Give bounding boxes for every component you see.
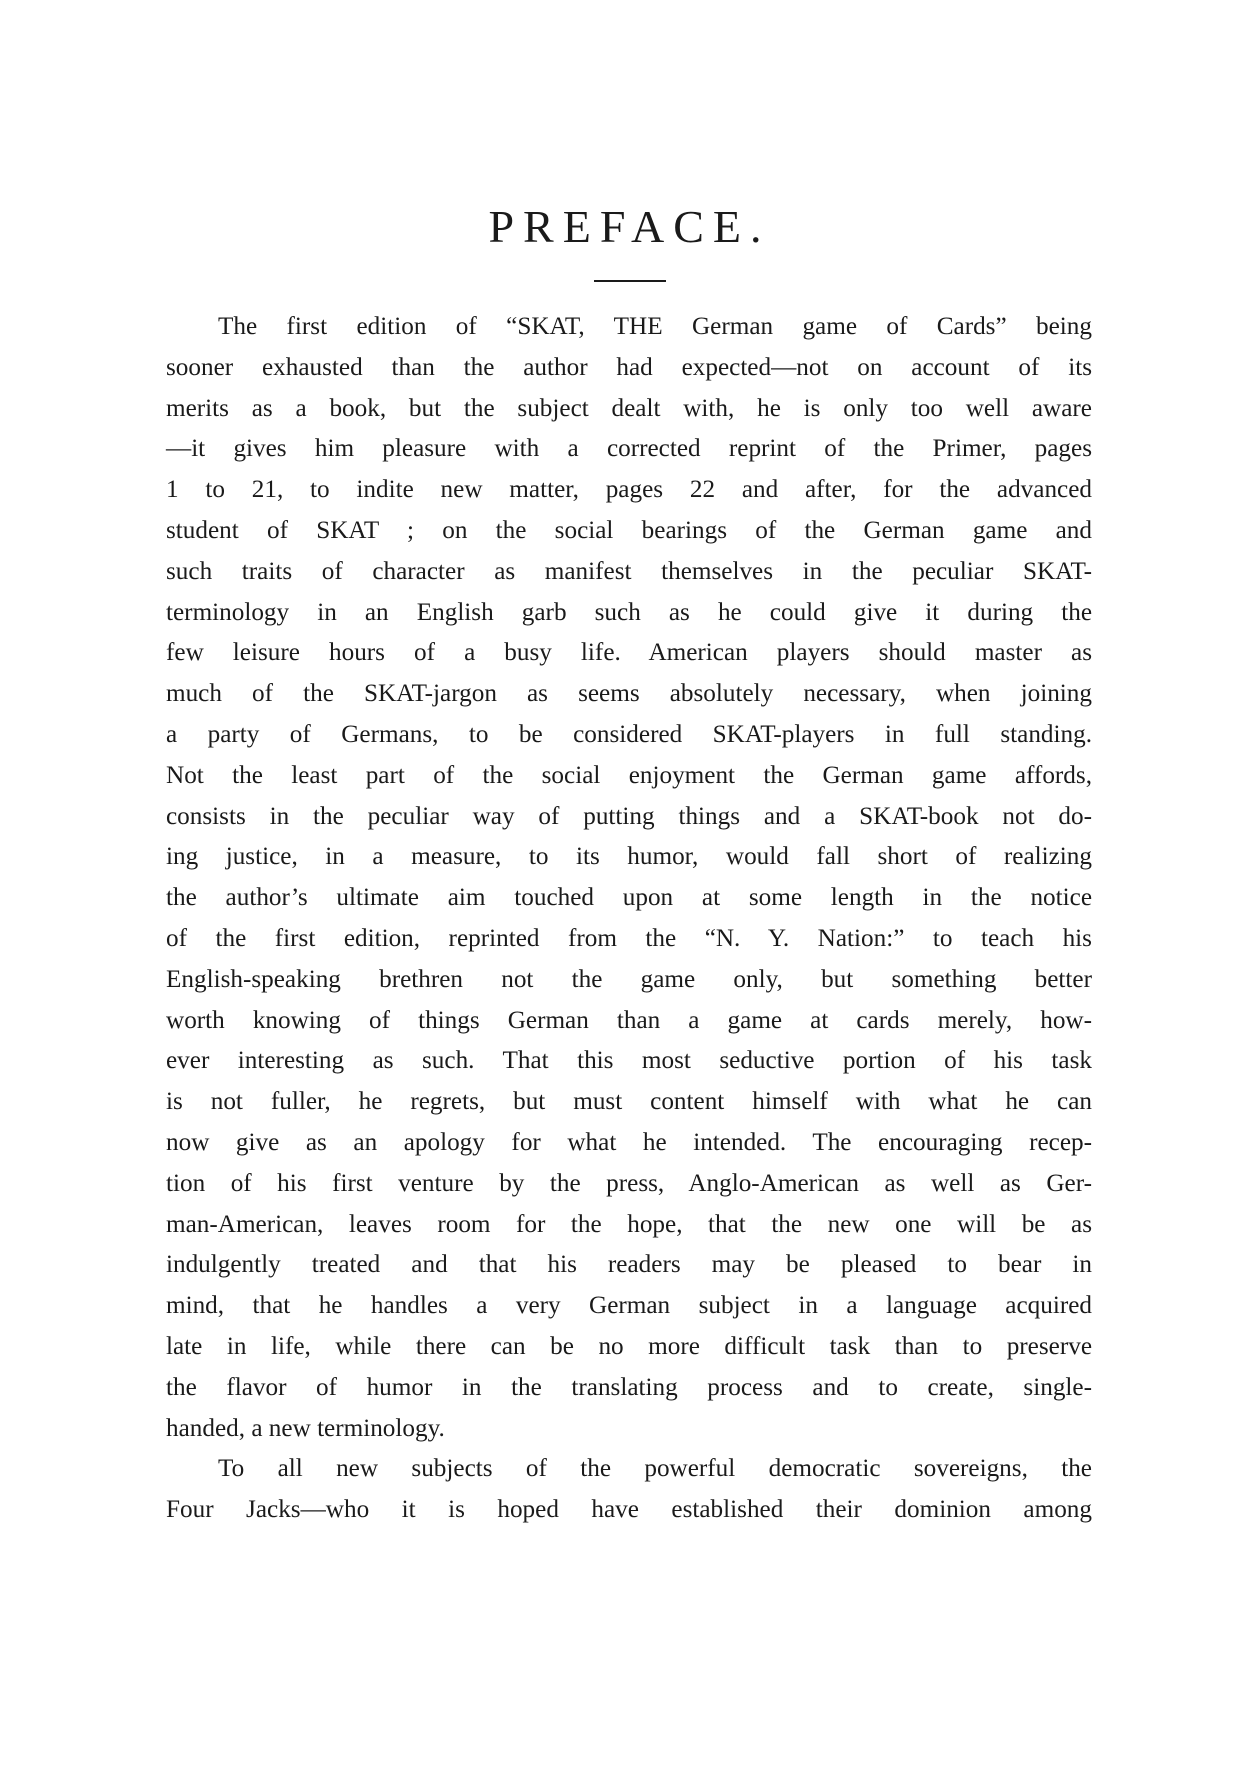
text-line: terminology in an English garb such as he could give it during the (166, 598, 1092, 626)
text-line: 1 to 21, to indite new matter, pages 22 and after, for the advanced (166, 476, 1092, 504)
text-line: few leisure hours of a busy life. American players should master as (166, 639, 1092, 667)
preface-body (166, 307, 1092, 1531)
text-line: ing justice, in a measure, to its humor, would fall short of realizing (166, 843, 1092, 871)
text-line: The first edition of “SKAT, THE German game of Cards” being (218, 313, 1092, 340)
text-line: late in life, while there can be no more difficult task than to preserve (166, 1332, 1092, 1360)
page-title: PREFACE. (488, 201, 771, 252)
text-line: now give as an apology for what he intended. The encouraging recep- (166, 1128, 1092, 1156)
text-line: English-speaking brethren not the game only, but something better (166, 965, 1092, 993)
paragraph-1 (166, 307, 1092, 1449)
text-line: man-American, leaves room for the hope, that the new one will be as (166, 1210, 1092, 1238)
text-line: a party of Germans, to be considered SKAT-players in full standing. (166, 720, 1092, 748)
title-rule (594, 280, 666, 282)
text-line: handed, a new terminology. (166, 1414, 445, 1442)
text-line: sooner exhausted than the author had expected—not on account of its (166, 353, 1092, 381)
text-line: of the first edition, reprinted from the “N. Y. Nation:” to teach his (166, 924, 1092, 952)
text-line: student of SKAT ; on the social bearings of the German game and (166, 516, 1092, 544)
text-line: is not fuller, he regrets, but must content himself with what he can (166, 1088, 1092, 1116)
text-line: indulgently treated and that his readers may be pleased to bear in (166, 1251, 1092, 1279)
text-line: Not the least part of the social enjoyment the German game affords, (166, 761, 1092, 789)
text-line: To all new subjects of the powerful democratic sovereigns, the (218, 1455, 1092, 1483)
text-line: the author’s ultimate aim touched upon at some length in the notice (166, 884, 1092, 912)
paragraph-2 (166, 1449, 1092, 1531)
text-line: —it gives him pleasure with a corrected reprint of the Primer, pages (166, 435, 1092, 463)
text-line: the flavor of humor in the translating process and to create, single- (166, 1373, 1092, 1401)
text-line: ever interesting as such. That this most seductive portion of his task (166, 1047, 1092, 1075)
text-line: Four Jacks—who it is hoped have established their dominion among (166, 1496, 1092, 1524)
text-line: mind, that he handles a very German subject in a language acquired (166, 1292, 1092, 1320)
text-line: much of the SKAT-jargon as seems absolutely necessary, when joining (166, 680, 1092, 708)
text-line: merits as a book, but the subject dealt with, he is only too well aware (166, 394, 1092, 422)
text-line: consists in the peculiar way of putting things and a SKAT-book not do- (166, 802, 1092, 830)
text-line: worth knowing of things German than a game at cards merely, how- (166, 1006, 1092, 1034)
text-line: tion of his first venture by the press, Anglo-American as well as Ger- (166, 1169, 1092, 1197)
text-line: such traits of character as manifest themselves in the peculiar SKAT- (166, 557, 1092, 585)
